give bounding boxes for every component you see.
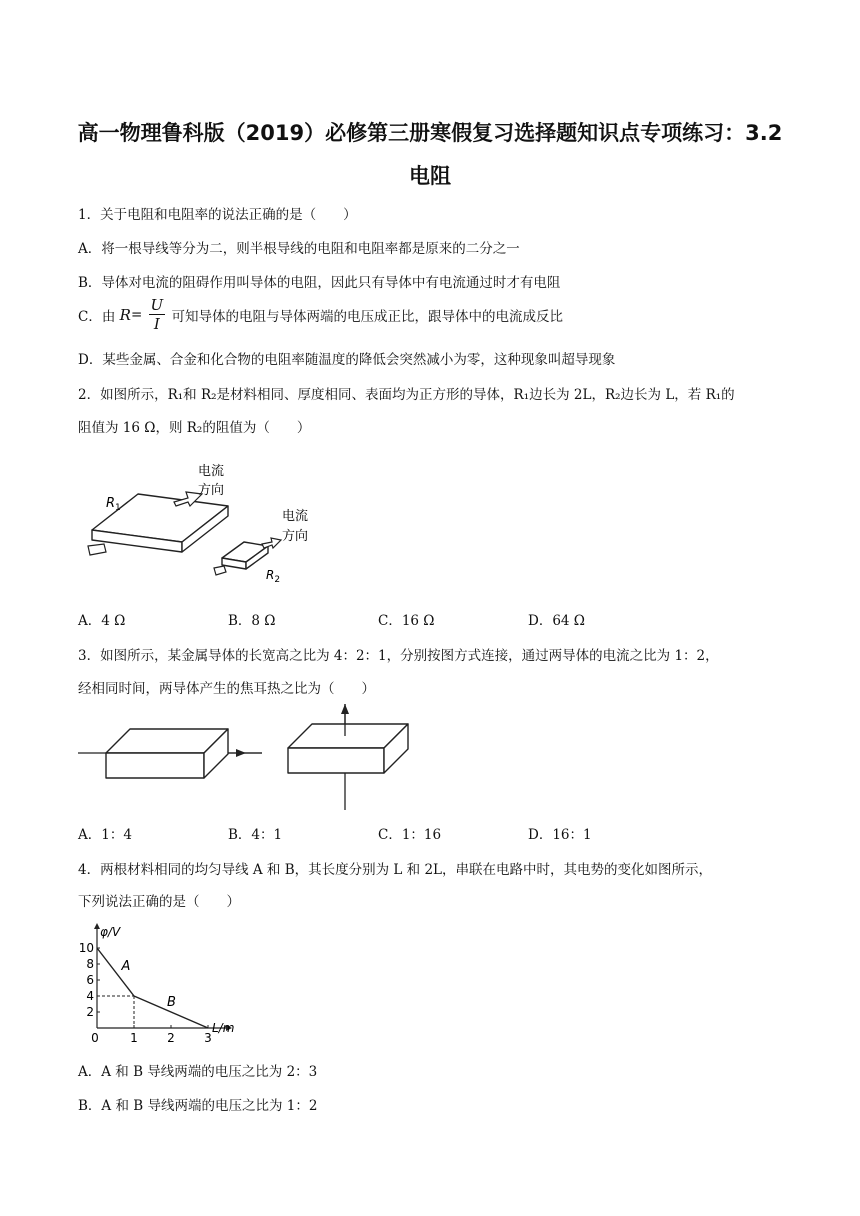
y-tick-label: 6: [86, 973, 94, 987]
page-title: 高一物理鲁科版（2019）必修第三册寒假复习选择题知识点专项练习：3.2: [77, 121, 783, 145]
x-tick-label: 1: [130, 1031, 138, 1045]
arrow-up: [341, 704, 349, 714]
question-2-stem-line2: 阻值为 16 Ω，则 R₂的阻值为（ ）: [78, 420, 311, 436]
label-current-direction-1a: 电流: [198, 464, 225, 479]
series-a-label: A: [121, 959, 131, 974]
question-2-option-d: D．64 Ω: [528, 613, 585, 629]
question-1-option-b: B．导体对电流的阻碍作用叫导体的电阻，因此只有导体中有电流通过时才有电阻: [78, 275, 561, 291]
label-current-direction-2a: 电流: [282, 509, 309, 524]
question-4-option-b: B．A 和 B 导线两端的电压之比为 1：2: [78, 1098, 318, 1114]
question-2-option-c: C．16 Ω: [378, 613, 435, 629]
question-3-stem-line1: 3．如图所示，某金属导体的长宽高之比为 4：2：1，分别按图方式连接，通过两导体的电流之比为 1：2，: [78, 648, 719, 664]
fraction-numerator: U: [150, 296, 164, 314]
formula-r: R: [119, 306, 131, 324]
question-2-stem-line1: 2．如图所示，R₁和 R₂是材料相同、厚度相同、表面均为正方形的导体，R₁边长为 2L，R₂边长为 L，若 R₁的: [78, 387, 735, 403]
option-c-prefix: C．由: [78, 309, 116, 325]
question-2-option-a: A．4 Ω: [78, 613, 126, 629]
y-tick-label: 2: [86, 1005, 94, 1019]
question-1-option-a: A．将一根导线等分为二，则半根导线的电阻和电阻率都是原来的二分之一: [78, 241, 520, 257]
question-4-option-a: A．A 和 B 导线两端的电压之比为 2：3: [78, 1064, 318, 1080]
y-tick-label: 4: [86, 989, 94, 1003]
label-current-direction-1b: 方向: [198, 483, 225, 498]
question-1-option-c: [78, 298, 563, 332]
question-4-stem-line2: 下列说法正确的是（ ）: [78, 894, 240, 910]
fraction-denominator: I: [153, 315, 160, 333]
label-current-direction-2b: 方向: [282, 529, 309, 544]
y-tick-label: 8: [86, 957, 94, 971]
current-arrow-in-1: [88, 544, 106, 555]
x-tick-label: 3: [204, 1031, 212, 1045]
x-axis-label: L/m: [212, 1021, 235, 1035]
page-title-line2: 电阻: [409, 164, 451, 188]
x-tick-label: 0: [91, 1031, 99, 1045]
question-1-stem: 1．关于电阻和电阻率的说法正确的是（ ）: [78, 207, 357, 223]
y-axis-label: φ/V: [100, 925, 121, 939]
question-3-option-d: D．16：1: [528, 827, 592, 843]
current-arrow-out-2: [262, 538, 281, 548]
question-1-option-d: D．某些金属、合金和化合物的电阻率随温度的降低会突然减小为零，这种现象叫超导现象: [78, 352, 616, 368]
question-2-option-b: B．8 Ω: [228, 613, 276, 629]
conductor-r2: [222, 542, 268, 569]
current-arrow-in-2: [214, 566, 226, 575]
question-4-stem-line1: 4．两根材料相同的均匀导线 A 和 B，其长度分别为 L 和 2L，串联在电路中时，其电势的变化如图所示，: [78, 862, 713, 878]
y-tick-label: 10: [78, 941, 94, 955]
question-3-option-b: B．4：1: [228, 827, 283, 843]
option-c-suffix: 可知导体的电阻与导体两端的电压成正比，跟导体中的电流成反比: [171, 309, 563, 325]
block-vertical: [288, 724, 408, 773]
label-r1: $R_1$: [106, 496, 121, 513]
x-tick-label: 2: [167, 1031, 175, 1045]
question-3-option-c: C．1：16: [378, 827, 442, 843]
question-2-figure: [76, 458, 346, 588]
block-horizontal: [106, 729, 228, 778]
series-b-label: B: [167, 995, 176, 1010]
question-3-stem-line2: 经相同时间，两导体产生的焦耳热之比为（ ）: [78, 681, 375, 697]
potential-chart: [78, 920, 258, 1046]
formula-equals: =: [130, 307, 143, 323]
question-3-figure: [76, 700, 416, 815]
arrow-right: [236, 749, 246, 757]
label-r2: $R_2$: [266, 568, 281, 585]
formula-fraction: [149, 298, 166, 332]
question-3-option-a: A．1：4: [78, 827, 132, 843]
